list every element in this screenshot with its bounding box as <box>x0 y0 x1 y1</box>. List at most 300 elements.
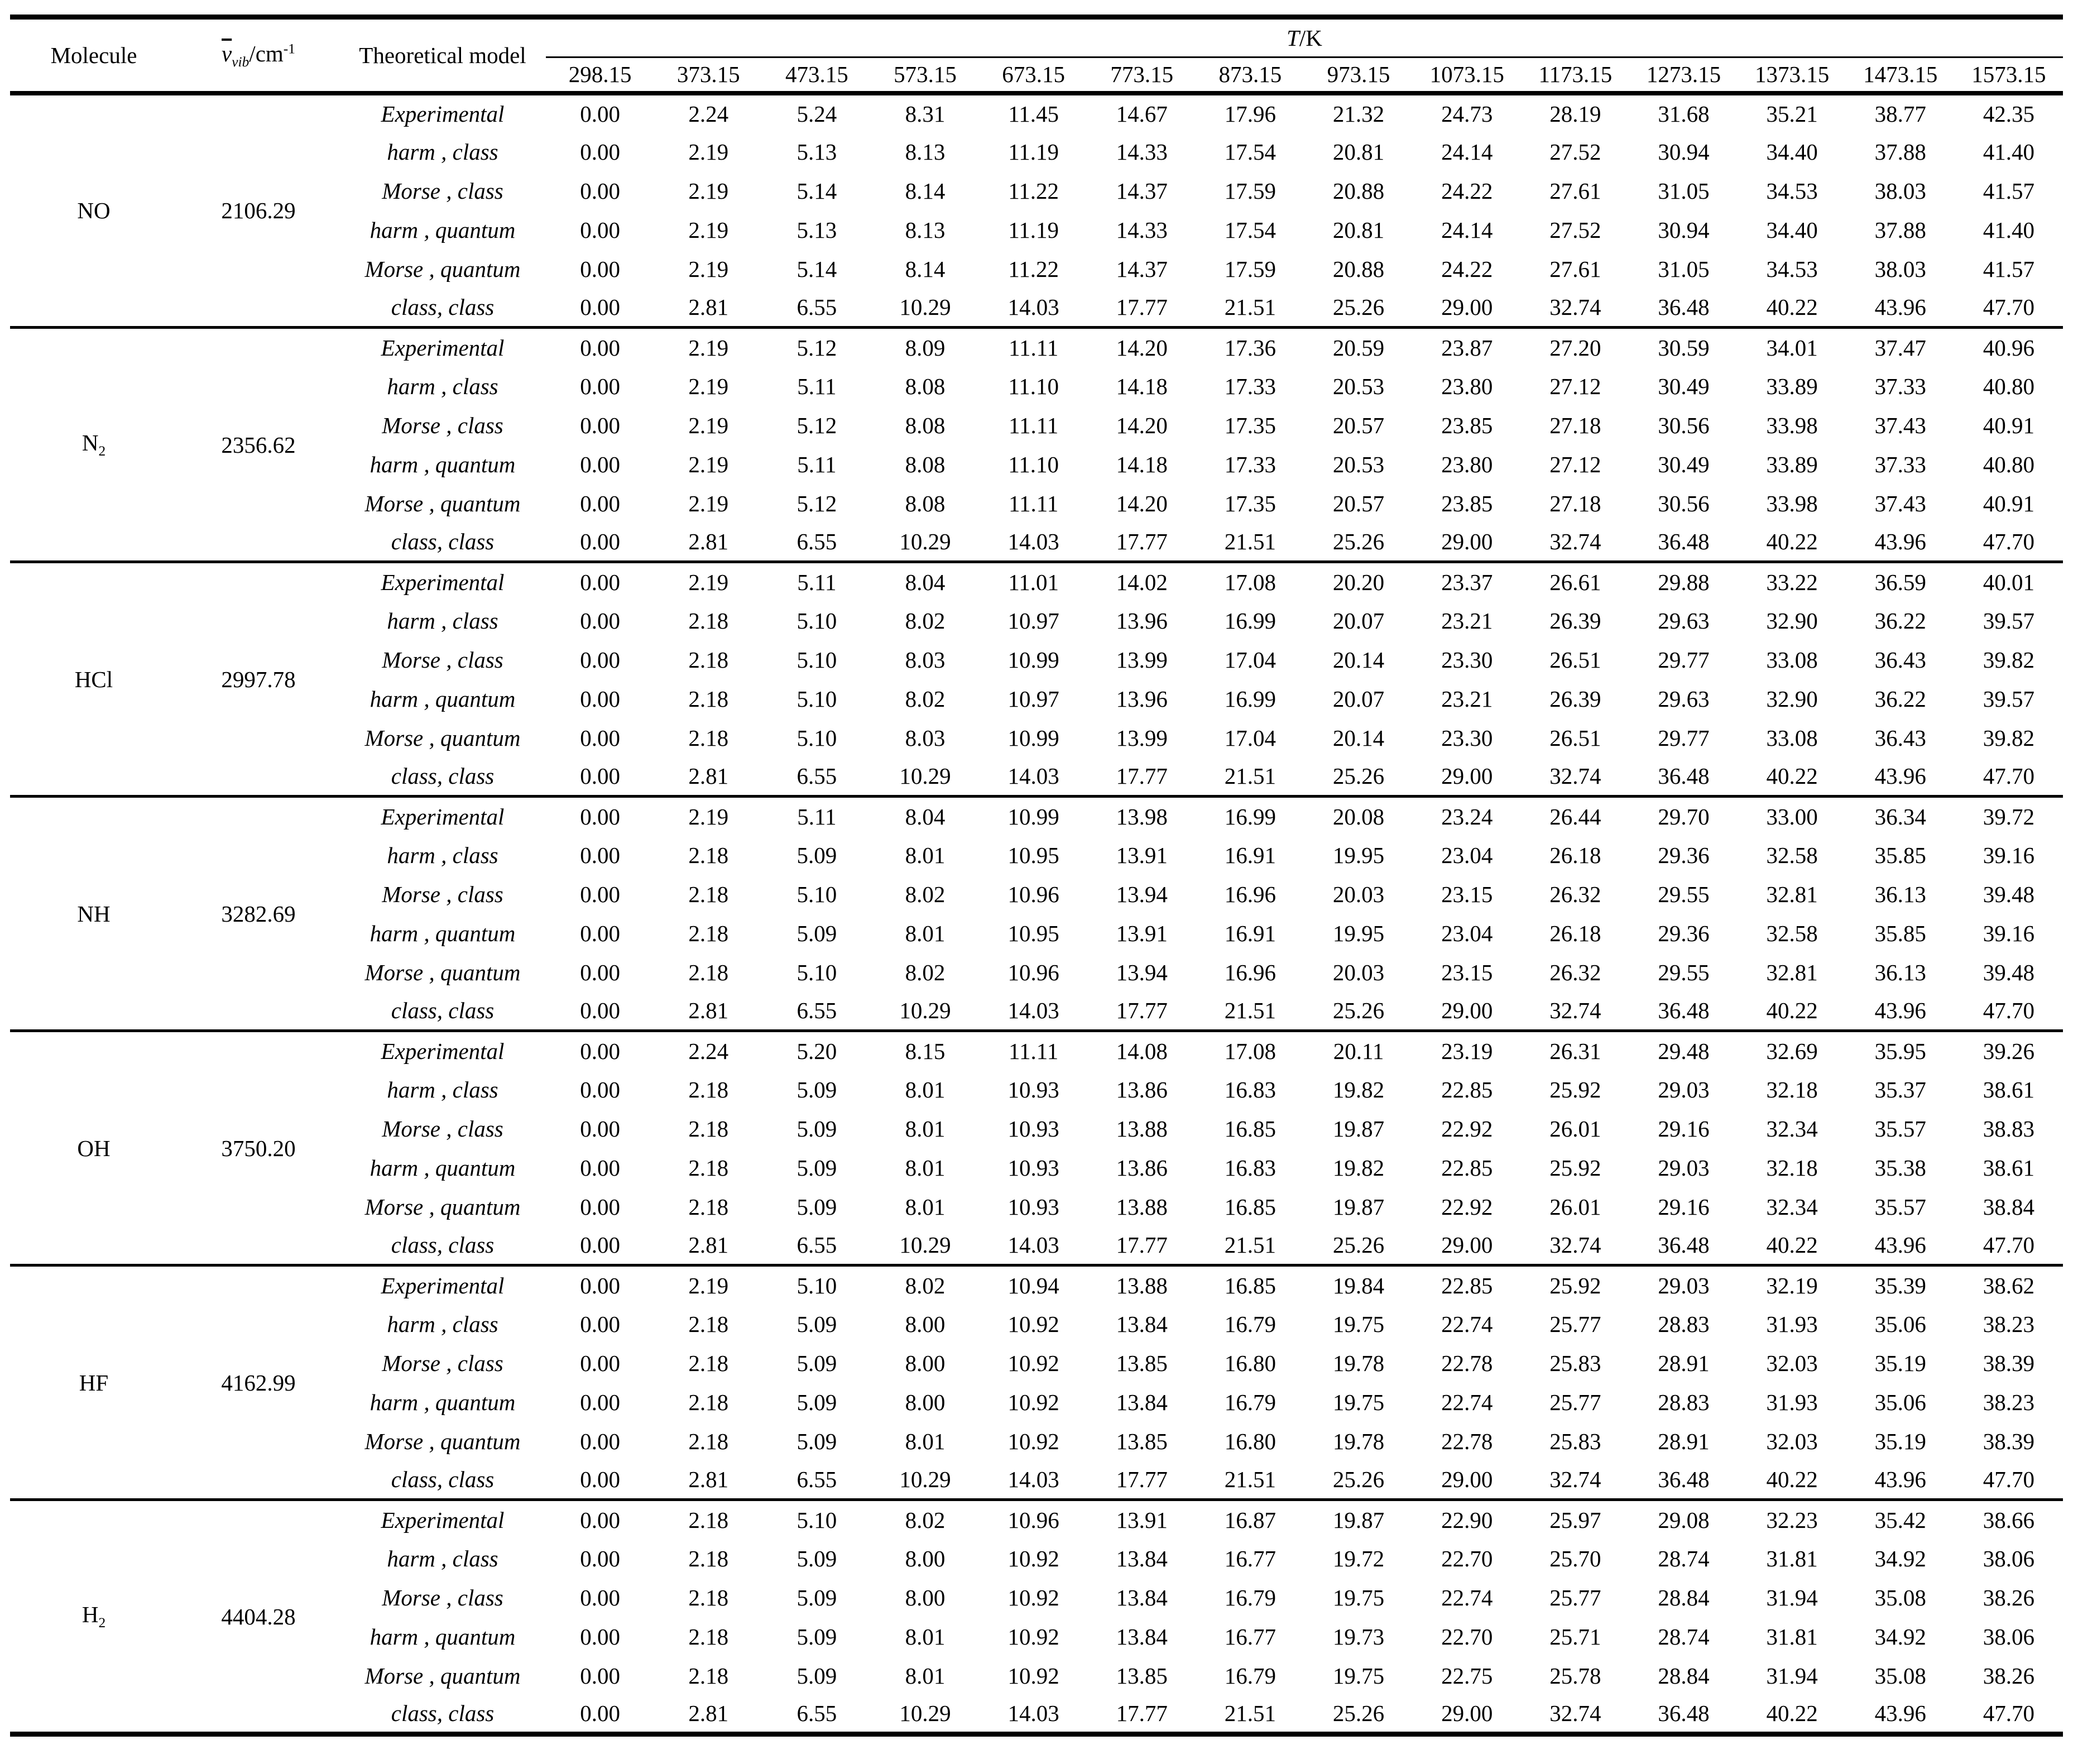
wavenumber-value: 4162.99 <box>221 1369 296 1396</box>
data-cell: 16.91 <box>1224 920 1277 946</box>
data-cell: 5.09 <box>796 1115 837 1142</box>
table-row <box>10 93 2063 132</box>
data-cell: 32.18 <box>1766 1076 1818 1102</box>
data-cell: 5.10 <box>796 686 837 712</box>
data-cell: 8.14 <box>905 178 946 204</box>
data-cell: 36.22 <box>1874 686 1926 712</box>
data-cell: 25.26 <box>1332 294 1385 320</box>
data-cell: 16.80 <box>1224 1350 1277 1376</box>
data-cell: 13.88 <box>1116 1193 1168 1220</box>
data-cell: 27.18 <box>1549 490 1601 516</box>
model-label: Morse , quantum <box>364 490 521 516</box>
data-cell: 47.70 <box>1983 1466 2035 1493</box>
data-cell: 5.11 <box>797 803 837 830</box>
data-cell: 10.97 <box>1007 607 1059 634</box>
wavenumber-value: 3282.69 <box>221 900 296 927</box>
data-cell: 27.52 <box>1549 217 1601 243</box>
data-cell: 43.96 <box>1874 1466 1926 1493</box>
header-group-row <box>10 17 2063 57</box>
data-cell: 19.87 <box>1332 1115 1385 1142</box>
data-cell: 24.22 <box>1441 178 1493 204</box>
data-cell: 13.96 <box>1116 686 1168 712</box>
data-cell: 14.18 <box>1116 451 1168 477</box>
data-cell: 16.83 <box>1224 1076 1277 1102</box>
data-cell: 20.14 <box>1332 725 1385 751</box>
data-cell: 25.92 <box>1549 1154 1601 1181</box>
data-cell: 40.22 <box>1766 763 1818 789</box>
data-cell: 14.03 <box>1007 998 1059 1024</box>
data-cell: 0.00 <box>580 451 620 477</box>
data-cell: 40.80 <box>1983 451 2035 477</box>
data-cell: 27.20 <box>1549 334 1601 361</box>
data-cell: 19.84 <box>1332 1272 1385 1298</box>
data-cell: 0.00 <box>580 1232 620 1258</box>
data-cell: 0.00 <box>580 1076 620 1102</box>
data-cell: 14.02 <box>1116 569 1168 595</box>
data-cell: 31.05 <box>1658 256 1710 282</box>
model-label: harm , class <box>387 138 498 165</box>
data-cell: 25.71 <box>1549 1623 1601 1650</box>
data-cell: 35.19 <box>1874 1428 1926 1454</box>
data-cell: 0.00 <box>580 881 620 907</box>
data-cell: 19.75 <box>1332 1389 1385 1415</box>
data-cell: 13.84 <box>1116 1623 1168 1650</box>
data-cell: 10.93 <box>1007 1115 1059 1142</box>
data-cell: 13.99 <box>1116 725 1168 751</box>
data-cell: 5.09 <box>796 1584 837 1610</box>
data-cell: 25.83 <box>1549 1350 1601 1376</box>
data-cell: 26.51 <box>1549 646 1601 673</box>
data-cell: 47.70 <box>1983 529 2035 555</box>
data-cell: 29.88 <box>1658 569 1710 595</box>
data-cell: 6.55 <box>796 529 837 555</box>
data-cell: 34.40 <box>1766 217 1818 243</box>
data-cell: 40.22 <box>1766 998 1818 1024</box>
model-label: harm , quantum <box>370 920 516 946</box>
data-cell: 2.18 <box>688 725 729 751</box>
table-body <box>10 93 2063 1734</box>
data-cell: 2.18 <box>688 1662 729 1689</box>
data-cell: 0.00 <box>580 842 620 868</box>
data-cell: 5.10 <box>796 881 837 907</box>
data-cell: 19.87 <box>1332 1507 1385 1533</box>
data-cell: 2.18 <box>688 842 729 868</box>
data-cell: 2.18 <box>688 686 729 712</box>
temperature-header: 773.15 <box>1110 61 1174 88</box>
data-cell: 11.22 <box>1008 178 1059 204</box>
data-cell: 47.70 <box>1983 294 2035 320</box>
data-cell: 0.00 <box>580 294 620 320</box>
data-cell: 2.18 <box>688 646 729 673</box>
data-cell: 16.99 <box>1224 607 1277 634</box>
data-cell: 6.55 <box>796 998 837 1024</box>
model-label: Experimental <box>381 1507 505 1533</box>
data-cell: 39.82 <box>1983 725 2035 751</box>
data-cell: 26.01 <box>1549 1115 1601 1142</box>
data-cell: 0.00 <box>580 1623 620 1650</box>
data-cell: 2.81 <box>688 763 729 789</box>
data-cell: 26.18 <box>1549 842 1601 868</box>
data-cell: 30.94 <box>1658 138 1710 165</box>
data-cell: 10.95 <box>1007 920 1059 946</box>
data-cell: 32.74 <box>1549 1232 1601 1258</box>
data-cell: 21.32 <box>1332 100 1385 127</box>
data-cell: 2.18 <box>688 1311 729 1337</box>
model-label: harm , class <box>387 1311 498 1337</box>
data-cell: 11.19 <box>1008 217 1059 243</box>
data-cell: 26.44 <box>1549 803 1601 830</box>
data-cell: 19.87 <box>1332 1193 1385 1220</box>
data-cell: 20.07 <box>1332 686 1385 712</box>
table-row <box>10 1500 2063 1539</box>
data-cell: 13.86 <box>1116 1076 1168 1102</box>
data-cell: 17.77 <box>1116 998 1168 1024</box>
data-cell: 8.01 <box>905 1115 946 1142</box>
data-cell: 8.14 <box>905 256 946 282</box>
data-cell: 38.23 <box>1983 1389 2035 1415</box>
data-cell: 38.62 <box>1983 1272 2035 1298</box>
data-cell: 40.22 <box>1766 529 1818 555</box>
data-cell: 10.92 <box>1007 1311 1059 1337</box>
data-cell: 21.51 <box>1224 1700 1277 1727</box>
data-cell: 13.84 <box>1116 1311 1168 1337</box>
data-cell: 0.00 <box>580 1584 620 1610</box>
data-cell: 0.00 <box>580 1038 620 1064</box>
data-cell: 26.39 <box>1549 686 1601 712</box>
data-cell: 16.77 <box>1224 1545 1277 1571</box>
data-cell: 8.15 <box>905 1038 946 1064</box>
data-cell: 29.03 <box>1658 1272 1710 1298</box>
data-cell: 27.61 <box>1549 256 1601 282</box>
data-cell: 30.49 <box>1658 373 1710 399</box>
data-cell: 2.19 <box>688 178 729 204</box>
data-cell: 33.98 <box>1766 490 1818 516</box>
data-cell: 5.10 <box>796 1507 837 1533</box>
data-cell: 40.91 <box>1983 490 2035 516</box>
data-cell: 35.57 <box>1874 1193 1926 1220</box>
data-cell: 25.77 <box>1549 1311 1601 1337</box>
data-cell: 5.12 <box>796 334 837 361</box>
data-cell: 8.13 <box>905 138 946 165</box>
data-cell: 36.22 <box>1874 607 1926 634</box>
data-cell: 22.92 <box>1441 1115 1493 1142</box>
data-cell: 38.77 <box>1874 100 1926 127</box>
vibrational-heat-capacity-table <box>10 15 2063 1737</box>
data-cell: 25.26 <box>1332 1466 1385 1493</box>
data-cell: 11.01 <box>1008 569 1059 595</box>
data-cell: 22.85 <box>1441 1154 1493 1181</box>
data-cell: 10.94 <box>1007 1272 1059 1298</box>
data-cell: 0.00 <box>580 138 620 165</box>
data-cell: 38.39 <box>1983 1428 2035 1454</box>
data-cell: 22.74 <box>1441 1389 1493 1415</box>
data-cell: 5.09 <box>796 1311 837 1337</box>
data-cell: 23.24 <box>1441 803 1493 830</box>
data-cell: 5.09 <box>796 842 837 868</box>
data-cell: 10.95 <box>1007 842 1059 868</box>
data-cell: 28.91 <box>1658 1428 1710 1454</box>
data-cell: 20.88 <box>1332 178 1385 204</box>
data-cell: 2.81 <box>688 1466 729 1493</box>
data-cell: 2.18 <box>688 607 729 634</box>
data-cell: 34.92 <box>1874 1623 1926 1650</box>
data-cell: 23.21 <box>1441 607 1493 634</box>
data-cell: 20.59 <box>1332 334 1385 361</box>
data-cell: 32.74 <box>1549 1700 1601 1727</box>
data-cell: 16.79 <box>1224 1389 1277 1415</box>
data-cell: 20.57 <box>1332 412 1385 438</box>
data-cell: 33.00 <box>1766 803 1818 830</box>
data-cell: 14.37 <box>1116 178 1168 204</box>
data-cell: 0.00 <box>580 1272 620 1298</box>
data-cell: 8.02 <box>905 959 946 985</box>
data-cell: 19.75 <box>1332 1662 1385 1689</box>
data-cell: 36.48 <box>1658 1232 1710 1258</box>
temperature-header: 873.15 <box>1218 61 1282 88</box>
data-cell: 5.12 <box>796 490 837 516</box>
data-cell: 0.00 <box>580 217 620 243</box>
data-cell: 2.81 <box>688 998 729 1024</box>
data-cell: 2.81 <box>688 1232 729 1258</box>
data-cell: 32.18 <box>1766 1154 1818 1181</box>
data-cell: 22.78 <box>1441 1350 1493 1376</box>
data-cell: 13.84 <box>1116 1584 1168 1610</box>
data-cell: 8.13 <box>905 217 946 243</box>
data-cell: 2.18 <box>688 1428 729 1454</box>
data-cell: 20.08 <box>1332 803 1385 830</box>
data-cell: 10.92 <box>1007 1428 1059 1454</box>
data-cell: 26.61 <box>1549 569 1601 595</box>
temperature-header: 1573.15 <box>1971 61 2046 88</box>
molecule-name <box>10 562 177 797</box>
data-cell: 13.98 <box>1116 803 1168 830</box>
data-cell: 38.66 <box>1983 1507 2035 1533</box>
data-cell: 23.85 <box>1441 490 1493 516</box>
data-cell: 16.85 <box>1224 1272 1277 1298</box>
data-cell: 19.95 <box>1332 842 1385 868</box>
data-cell: 0.00 <box>580 490 620 516</box>
data-cell: 10.99 <box>1007 646 1059 673</box>
data-cell: 13.94 <box>1116 881 1168 907</box>
data-cell: 25.70 <box>1549 1545 1601 1571</box>
data-cell: 29.63 <box>1658 607 1710 634</box>
data-cell: 2.18 <box>688 1076 729 1102</box>
data-cell: 47.70 <box>1983 763 2035 789</box>
wavenumber-value: 2997.78 <box>221 666 296 692</box>
data-cell: 13.85 <box>1116 1428 1168 1454</box>
data-cell: 10.29 <box>899 1700 951 1727</box>
data-cell: 36.43 <box>1874 646 1926 673</box>
temperature-header: 373.15 <box>676 61 740 88</box>
data-cell: 13.91 <box>1116 920 1168 946</box>
data-cell: 40.22 <box>1766 1466 1818 1493</box>
data-cell: 11.10 <box>1008 373 1059 399</box>
data-cell: 47.70 <box>1983 998 2035 1024</box>
data-cell: 5.14 <box>796 178 837 204</box>
data-cell: 36.48 <box>1658 529 1710 555</box>
data-cell: 34.40 <box>1766 138 1818 165</box>
data-cell: 5.09 <box>796 1662 837 1689</box>
data-cell: 17.59 <box>1224 178 1277 204</box>
data-cell: 13.86 <box>1116 1154 1168 1181</box>
data-cell: 0.00 <box>580 569 620 595</box>
model-label: class, class <box>391 1700 495 1727</box>
data-cell: 14.67 <box>1116 100 1168 127</box>
data-cell: 2.18 <box>688 959 729 985</box>
model-label: Experimental <box>381 334 505 361</box>
data-cell: 8.08 <box>905 373 946 399</box>
data-cell: 29.00 <box>1441 763 1493 789</box>
table-row <box>10 562 2063 601</box>
data-cell: 35.39 <box>1874 1272 1926 1298</box>
data-cell: 5.09 <box>796 1623 837 1650</box>
data-cell: 26.18 <box>1549 920 1601 946</box>
data-cell: 32.81 <box>1766 959 1818 985</box>
data-cell: 41.40 <box>1983 217 2035 243</box>
data-cell: 0.00 <box>580 100 620 127</box>
data-cell: 35.08 <box>1874 1584 1926 1610</box>
data-cell: 5.09 <box>796 1193 837 1220</box>
data-cell: 25.97 <box>1549 1507 1601 1533</box>
data-cell: 16.96 <box>1224 959 1277 985</box>
data-cell: 16.99 <box>1224 803 1277 830</box>
data-cell: 0.00 <box>580 920 620 946</box>
data-cell: 31.05 <box>1658 178 1710 204</box>
data-cell: 10.92 <box>1007 1389 1059 1415</box>
data-cell: 23.15 <box>1441 881 1493 907</box>
data-cell: 25.26 <box>1332 529 1385 555</box>
data-cell: 16.77 <box>1224 1623 1277 1650</box>
data-cell: 17.33 <box>1224 451 1277 477</box>
data-cell: 32.81 <box>1766 881 1818 907</box>
data-cell: 36.43 <box>1874 725 1926 751</box>
data-cell: 37.43 <box>1874 412 1926 438</box>
nu-bar-symbol: $\overline{\nu}$ <box>222 40 232 66</box>
data-cell: 0.00 <box>580 256 620 282</box>
data-cell: 33.89 <box>1766 373 1818 399</box>
model-label: Experimental <box>381 1272 505 1298</box>
data-cell: 10.96 <box>1007 1507 1059 1533</box>
data-cell: 0.00 <box>580 1507 620 1533</box>
data-cell: 32.34 <box>1766 1115 1818 1142</box>
data-cell: 8.08 <box>905 451 946 477</box>
data-cell: 2.19 <box>688 373 729 399</box>
data-cell: 11.22 <box>1008 256 1059 282</box>
data-cell: 8.01 <box>905 920 946 946</box>
data-cell: 0.00 <box>580 1115 620 1142</box>
data-cell: 23.87 <box>1441 334 1493 361</box>
data-cell: 21.51 <box>1224 1466 1277 1493</box>
data-cell: 2.18 <box>688 881 729 907</box>
data-cell: 26.32 <box>1549 881 1601 907</box>
data-cell: 10.92 <box>1007 1350 1059 1376</box>
data-cell: 40.96 <box>1983 334 2035 361</box>
data-cell: 26.31 <box>1549 1038 1601 1064</box>
data-cell: 0.00 <box>580 1193 620 1220</box>
data-cell: 29.55 <box>1658 959 1710 985</box>
data-cell: 29.00 <box>1441 998 1493 1024</box>
data-cell: 8.02 <box>905 1507 946 1533</box>
data-cell: 29.03 <box>1658 1154 1710 1181</box>
data-cell: 29.00 <box>1441 294 1493 320</box>
model-label: harm , quantum <box>370 451 516 477</box>
data-cell: 22.70 <box>1441 1545 1493 1571</box>
wavenumber-exponent: -1 <box>283 41 295 56</box>
data-cell: 28.91 <box>1658 1350 1710 1376</box>
data-cell: 0.00 <box>580 1311 620 1337</box>
model-label: class, class <box>391 294 495 320</box>
data-cell: 19.75 <box>1332 1584 1385 1610</box>
data-cell: 2.19 <box>688 569 729 595</box>
data-cell: 8.00 <box>905 1311 946 1337</box>
data-cell: 25.77 <box>1549 1584 1601 1610</box>
data-cell: 35.19 <box>1874 1350 1926 1376</box>
data-cell: 10.29 <box>899 763 951 789</box>
molecule-symbol: NH <box>77 900 111 927</box>
data-cell: 20.88 <box>1332 256 1385 282</box>
data-cell: 5.13 <box>796 138 837 165</box>
model-column-header: Theoretical model <box>359 42 526 68</box>
data-cell: 29.63 <box>1658 686 1710 712</box>
data-cell: 37.33 <box>1874 373 1926 399</box>
data-cell: 23.30 <box>1441 725 1493 751</box>
data-cell: 31.68 <box>1658 100 1710 127</box>
molecule-symbol: HCl <box>74 666 113 692</box>
data-cell: 28.84 <box>1658 1584 1710 1610</box>
data-cell: 8.08 <box>905 490 946 516</box>
data-cell: 20.14 <box>1332 646 1385 673</box>
model-label: harm , quantum <box>370 686 516 712</box>
data-cell: 35.06 <box>1874 1389 1926 1415</box>
data-cell: 16.99 <box>1224 686 1277 712</box>
data-cell: 19.75 <box>1332 1311 1385 1337</box>
data-cell: 5.10 <box>796 725 837 751</box>
data-cell: 0.00 <box>580 1545 620 1571</box>
data-cell: 31.81 <box>1766 1623 1818 1650</box>
data-cell: 20.53 <box>1332 451 1385 477</box>
data-cell: 19.82 <box>1332 1076 1385 1102</box>
data-cell: 6.55 <box>796 1700 837 1727</box>
molecule-subscript: 2 <box>98 443 106 459</box>
data-cell: 29.16 <box>1658 1193 1710 1220</box>
data-cell: 17.96 <box>1224 100 1277 127</box>
data-cell: 32.90 <box>1766 607 1818 634</box>
molecule-symbol: N <box>81 430 99 456</box>
data-cell: 14.18 <box>1116 373 1168 399</box>
data-cell: 17.36 <box>1224 334 1277 361</box>
data-cell: 17.08 <box>1224 1038 1277 1064</box>
data-cell: 22.85 <box>1441 1076 1493 1102</box>
data-cell: 36.48 <box>1658 763 1710 789</box>
data-cell: 35.57 <box>1874 1115 1926 1142</box>
temperature-header: 1073.15 <box>1429 61 1504 88</box>
molecule-symbol: H <box>81 1602 99 1628</box>
data-cell: 0.00 <box>580 959 620 985</box>
data-cell: 20.81 <box>1332 217 1385 243</box>
data-cell: 28.83 <box>1658 1389 1710 1415</box>
data-cell: 35.95 <box>1874 1038 1926 1064</box>
data-cell: 0.00 <box>580 1389 620 1415</box>
temperature-header: 1273.15 <box>1646 61 1721 88</box>
data-cell: 29.48 <box>1658 1038 1710 1064</box>
data-cell: 8.01 <box>905 1076 946 1102</box>
data-cell: 26.32 <box>1549 959 1601 985</box>
data-cell: 0.00 <box>580 1350 620 1376</box>
data-cell: 17.35 <box>1224 412 1277 438</box>
data-cell: 13.84 <box>1116 1389 1168 1415</box>
data-cell: 36.48 <box>1658 998 1710 1024</box>
data-cell: 29.55 <box>1658 881 1710 907</box>
